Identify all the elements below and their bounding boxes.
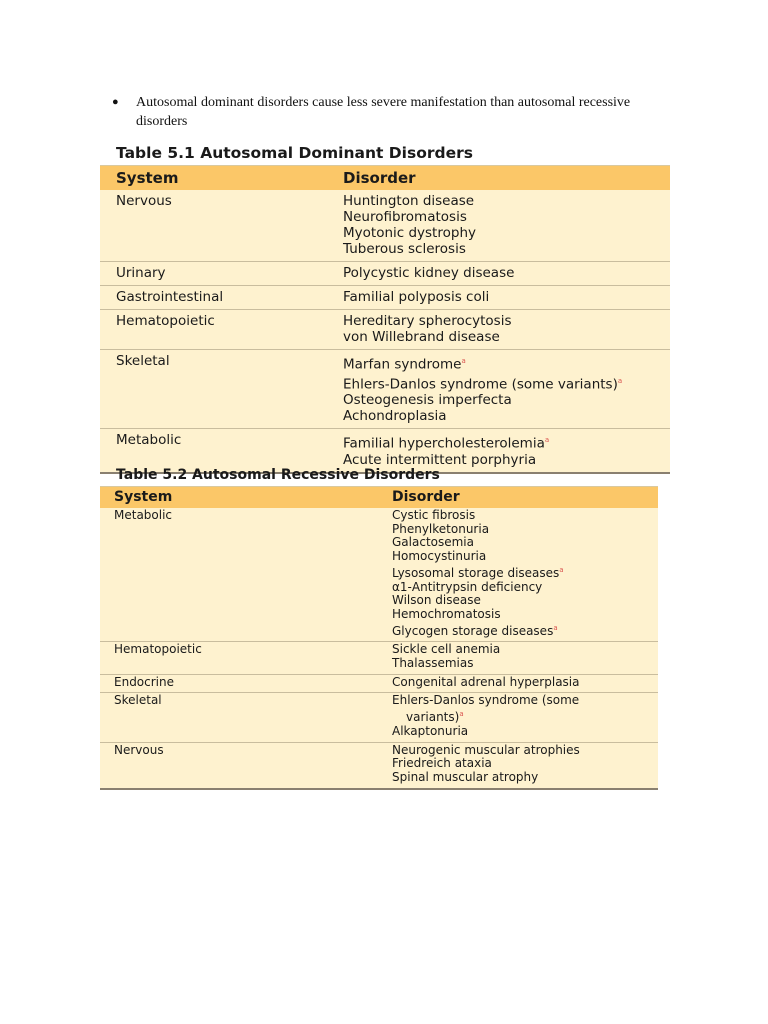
disorder-item xyxy=(343,225,670,241)
disorder-cell xyxy=(392,643,658,670)
disorder-item xyxy=(392,536,658,550)
disorder-item xyxy=(392,694,658,708)
system-cell: Gastrointestinal xyxy=(116,289,224,305)
table-title: Table 5.1 Autosomal Dominant Disorders xyxy=(116,144,473,162)
disorder-name: Marfan syndrome xyxy=(343,356,462,373)
table-autosomal-recessive xyxy=(100,464,658,790)
table-autosomal-dominant xyxy=(100,141,670,474)
disorder-item xyxy=(343,353,670,373)
disorder-cell xyxy=(343,265,670,281)
footnote-marker: a xyxy=(459,710,464,719)
table-header xyxy=(100,166,670,190)
disorder-name: Thalassemias xyxy=(392,656,474,671)
table-row xyxy=(100,309,670,349)
footnote-marker: a xyxy=(553,623,558,632)
table-row xyxy=(100,508,658,641)
disorder-name: Hereditary spherocytosis xyxy=(343,313,512,329)
disorder-name: Familial polyposis coli xyxy=(343,289,490,305)
disorder-name: variants) xyxy=(406,710,460,725)
disorder-item xyxy=(392,771,658,785)
system-cell: Skeletal xyxy=(116,353,170,369)
disorder-name: Sickle cell anemia xyxy=(392,642,501,657)
disorder-item xyxy=(392,744,658,758)
disorder-name: Glycogen storage diseases xyxy=(392,623,554,638)
table-rows xyxy=(100,190,670,472)
disorder-item xyxy=(392,622,658,639)
column-header-system: System xyxy=(116,169,179,187)
system-cell: Hematopoietic xyxy=(116,313,215,329)
system-cell: Hematopoietic xyxy=(114,642,202,657)
disorder-name: Acute intermittent porphyria xyxy=(343,451,537,468)
footnote-marker: a xyxy=(559,565,564,574)
disorder-item xyxy=(343,373,670,393)
disorder-name: Familial hypercholesterolemia xyxy=(343,435,545,452)
table-row xyxy=(100,190,670,261)
disorder-name: Polycystic kidney disease xyxy=(343,265,515,281)
disorder-item xyxy=(392,509,658,523)
disorder-cell xyxy=(343,432,670,468)
disorder-name: Osteogenesis imperfecta xyxy=(343,392,512,408)
system-cell: Nervous xyxy=(116,193,172,209)
disorder-cell xyxy=(392,509,658,638)
disorder-item xyxy=(343,241,670,257)
system-cell: Metabolic xyxy=(114,508,173,522)
table-row xyxy=(100,285,670,309)
disorder-item xyxy=(343,432,670,452)
disorder-item xyxy=(392,676,658,690)
table-row xyxy=(100,261,670,285)
disorder-item xyxy=(343,193,670,209)
disorder-item xyxy=(392,657,658,671)
disorder-item xyxy=(343,329,670,345)
disorder-name: Congenital adrenal hyperplasia xyxy=(392,674,580,689)
disorder-name: Myotonic dystrophy xyxy=(343,225,476,241)
disorder-cell xyxy=(392,744,658,785)
disorder-name: von Willebrand disease xyxy=(343,329,500,345)
table-row xyxy=(100,674,658,693)
disorder-item xyxy=(343,408,670,424)
disorder-item xyxy=(343,313,670,329)
system-cell: Urinary xyxy=(116,265,166,281)
disorder-name: Phenylketonuria xyxy=(392,521,490,536)
system-cell: Endocrine xyxy=(114,674,174,689)
disorder-name: Spinal muscular atrophy xyxy=(392,769,539,784)
disorder-name: Galactosemia xyxy=(392,535,474,550)
column-header-disorder: Disorder xyxy=(392,489,460,505)
disorder-item xyxy=(392,594,658,608)
table-row xyxy=(100,742,658,788)
table-rows xyxy=(100,508,658,788)
footnote-marker: a xyxy=(461,357,466,365)
disorder-item xyxy=(343,392,670,408)
table-row xyxy=(100,692,658,741)
disorder-cell xyxy=(343,353,670,424)
bullet-text: Autosomal dominant disorders cause less severe manifestation than autosomal recessive disorders xyxy=(136,95,631,129)
disorder-name: Cystic fibrosis xyxy=(392,508,476,522)
disorder-item xyxy=(392,725,658,739)
disorder-name: Hemochromatosis xyxy=(392,606,501,621)
disorder-name: Tuberous sclerosis xyxy=(343,241,466,257)
disorder-cell xyxy=(343,289,670,305)
column-header-disorder: Disorder xyxy=(343,169,416,187)
disorder-name: Lysosomal storage diseases xyxy=(392,565,560,580)
disorder-name: Neurogenic muscular atrophies xyxy=(392,742,580,757)
disorder-name: α1-Antitrypsin deficiency xyxy=(392,579,543,594)
system-cell: Skeletal xyxy=(114,693,162,708)
disorder-item xyxy=(343,289,670,305)
table-title: Table 5.2 Autosomal Recessive Disorders xyxy=(116,467,440,483)
disorder-cell xyxy=(343,313,670,345)
disorder-name: Alkaptonuria xyxy=(392,723,469,738)
disorder-item xyxy=(392,564,658,581)
column-header-system: System xyxy=(114,489,173,505)
disorder-name: Friedreich ataxia xyxy=(392,756,492,771)
disorder-item xyxy=(392,708,658,725)
disorder-item xyxy=(392,757,658,771)
disorder-name: Ehlers-Danlos syndrome (some variants) xyxy=(343,376,618,392)
disorder-name: Achondroplasia xyxy=(343,408,447,424)
disorder-item xyxy=(392,643,658,657)
footnote-marker: a xyxy=(617,376,623,385)
disorder-name: Homocystinuria xyxy=(392,549,487,564)
disorder-item xyxy=(392,608,658,622)
disorder-name: Ehlers-Danlos syndrome (some xyxy=(392,693,580,708)
disorder-name: Huntington disease xyxy=(343,193,475,209)
table-header xyxy=(100,487,658,508)
disorder-cell xyxy=(392,676,658,690)
table-row xyxy=(100,349,670,428)
disorder-cell xyxy=(392,694,658,738)
footnote-marker: a xyxy=(544,436,550,444)
disorder-item xyxy=(392,523,658,537)
disorder-cell xyxy=(343,193,670,257)
table-body xyxy=(100,165,670,474)
table-row xyxy=(100,641,658,673)
disorder-item xyxy=(392,550,658,564)
disorder-name: Wilson disease xyxy=(392,593,481,608)
bullet-icon: ● xyxy=(112,96,119,108)
table-body xyxy=(100,486,658,790)
system-cell: Nervous xyxy=(114,742,164,757)
disorder-item xyxy=(343,209,670,225)
disorder-item xyxy=(343,265,670,281)
system-cell: Metabolic xyxy=(116,432,182,448)
disorder-item xyxy=(392,581,658,595)
bullet-point xyxy=(112,93,682,131)
disorder-name: Neurofibromatosis xyxy=(343,209,467,225)
